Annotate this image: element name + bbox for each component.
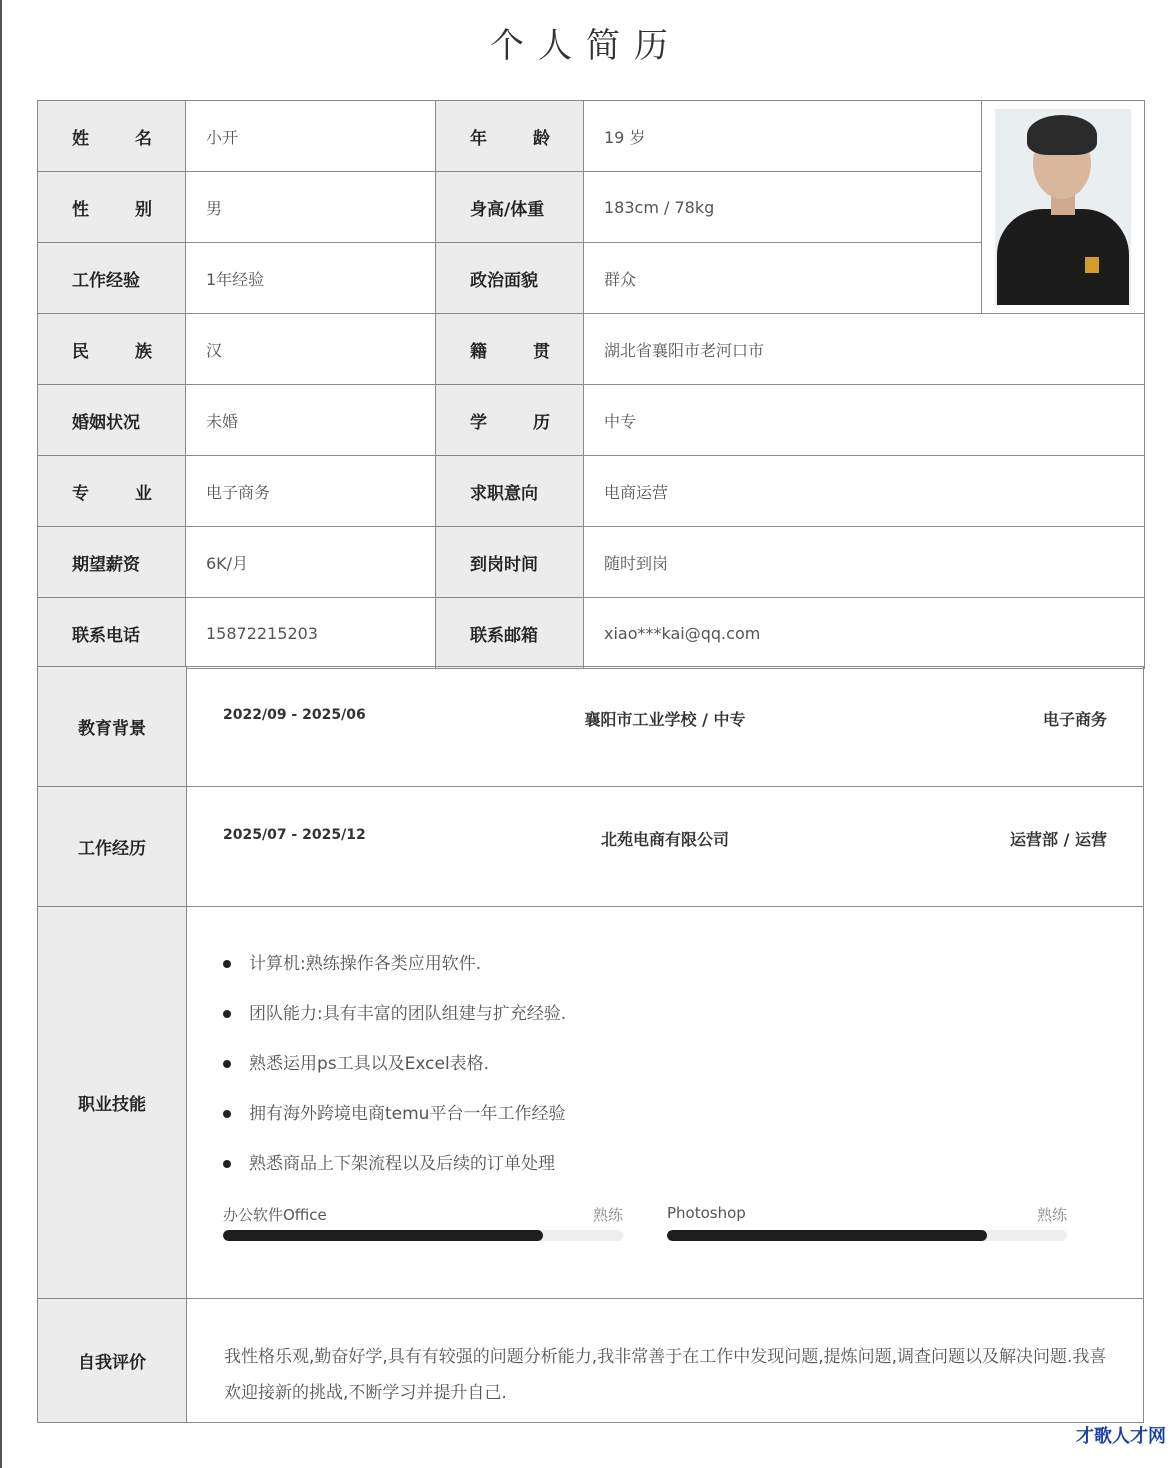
marital-label: 婚姻状况 bbox=[38, 385, 186, 456]
arrival-value: 随时到岗 bbox=[584, 527, 1145, 598]
table-row bbox=[38, 243, 1145, 314]
work-section bbox=[37, 786, 1144, 907]
table-row bbox=[38, 527, 1145, 598]
intent-label: 求职意向 bbox=[436, 456, 584, 527]
skill-bar-photoshop bbox=[667, 1204, 1067, 1241]
skill-bar-track bbox=[667, 1230, 1067, 1241]
ethnicity-value: 汉 bbox=[186, 314, 436, 385]
skill-bar-level: 熟练 bbox=[592, 1206, 623, 1224]
list-item: 熟悉商品上下架流程以及后续的订单处理 bbox=[223, 1147, 566, 1197]
salary-label: 期望薪资 bbox=[38, 527, 186, 598]
profile-photo bbox=[995, 109, 1131, 305]
gender-value: 男 bbox=[186, 172, 436, 243]
self-eval-text: 我性格乐观,勤奋好学,具有有较强的问题分析能力,我非常善于在工作中发现问题,提炼问题,调查问题以及解决问题.我喜欢迎接新的挑战,不断学习并提升自己. bbox=[224, 1347, 1107, 1403]
experience-label: 工作经验 bbox=[38, 243, 186, 314]
skills-label: 职业技能 bbox=[38, 907, 187, 1298]
work-period: 2025/07 - 2025/12 bbox=[223, 827, 366, 843]
education-major: 电子商务 bbox=[1042, 710, 1107, 729]
work-label: 工作经历 bbox=[38, 787, 187, 906]
education-period: 2022/09 - 2025/06 bbox=[223, 707, 366, 723]
phone-value: 15872215203 bbox=[186, 598, 436, 669]
name-label: 姓 名 bbox=[38, 101, 186, 172]
height-weight-value: 183cm / 78kg bbox=[584, 172, 982, 243]
skill-bar-name: Photoshop bbox=[667, 1204, 746, 1222]
political-label: 政治面貌 bbox=[436, 243, 584, 314]
skill-bar-level: 熟练 bbox=[1036, 1206, 1067, 1224]
degree-value: 中专 bbox=[584, 385, 1145, 456]
degree-label: 学 历 bbox=[436, 385, 584, 456]
list-item: 拥有海外跨境电商temu平台一年工作经验 bbox=[223, 1097, 566, 1147]
skill-bar-name: 办公软件Office bbox=[223, 1206, 327, 1224]
photo-cell bbox=[982, 101, 1145, 314]
page-left-border bbox=[0, 0, 2, 1468]
work-position: 运营部 / 运营 bbox=[1010, 830, 1107, 849]
education-label: 教育背景 bbox=[38, 667, 187, 786]
age-label: 年 龄 bbox=[436, 101, 584, 172]
intent-value: 电商运营 bbox=[584, 456, 1145, 527]
marital-value: 未婚 bbox=[186, 385, 436, 456]
education-school: 襄阳市工业学校 / 中专 bbox=[584, 710, 746, 729]
major-value: 电子商务 bbox=[186, 456, 436, 527]
education-section bbox=[37, 666, 1144, 787]
ethnicity-label: 民 族 bbox=[38, 314, 186, 385]
self-eval-section bbox=[37, 1298, 1144, 1423]
table-row bbox=[38, 314, 1145, 385]
hometown-value: 湖北省襄阳市老河口市 bbox=[584, 314, 1145, 385]
skill-bar-track bbox=[223, 1230, 623, 1241]
skill-bar-fill bbox=[223, 1230, 543, 1241]
experience-value: 1年经验 bbox=[186, 243, 436, 314]
self-eval-label: 自我评价 bbox=[38, 1299, 187, 1422]
page-title: 个人简历 bbox=[490, 26, 682, 66]
email-label: 联系邮箱 bbox=[436, 598, 584, 669]
brand-watermark[interactable]: 才歌人才网 bbox=[1076, 1426, 1166, 1447]
phone-label: 联系电话 bbox=[38, 598, 186, 669]
work-company: 北苑电商有限公司 bbox=[600, 830, 729, 849]
list-item: 团队能力:具有丰富的团队组建与扩充经验. bbox=[223, 997, 566, 1047]
name-value: 小开 bbox=[186, 101, 436, 172]
skills-section bbox=[37, 906, 1144, 1299]
salary-value: 6K/月 bbox=[186, 527, 436, 598]
skill-bar-office bbox=[223, 1204, 623, 1241]
arrival-label: 到岗时间 bbox=[436, 527, 584, 598]
email-value: xiao***kai@qq.com bbox=[584, 598, 1145, 669]
table-row bbox=[38, 385, 1145, 456]
gender-label: 性 别 bbox=[38, 172, 186, 243]
list-item: 计算机:熟练操作各类应用软件. bbox=[223, 947, 566, 997]
skill-bar-fill bbox=[667, 1230, 987, 1241]
hometown-label: 籍 贯 bbox=[436, 314, 584, 385]
major-label: 专 业 bbox=[38, 456, 186, 527]
table-row bbox=[38, 172, 1145, 243]
age-value: 19 岁 bbox=[584, 101, 982, 172]
table-row bbox=[38, 101, 1145, 172]
political-value: 群众 bbox=[584, 243, 982, 314]
table-row bbox=[38, 598, 1145, 669]
table-row bbox=[38, 456, 1145, 527]
skills-list bbox=[223, 947, 566, 1197]
height-weight-label: 身高/体重 bbox=[436, 172, 584, 243]
list-item: 熟悉运用ps工具以及Excel表格. bbox=[223, 1047, 566, 1097]
basic-info-table bbox=[37, 100, 1145, 669]
